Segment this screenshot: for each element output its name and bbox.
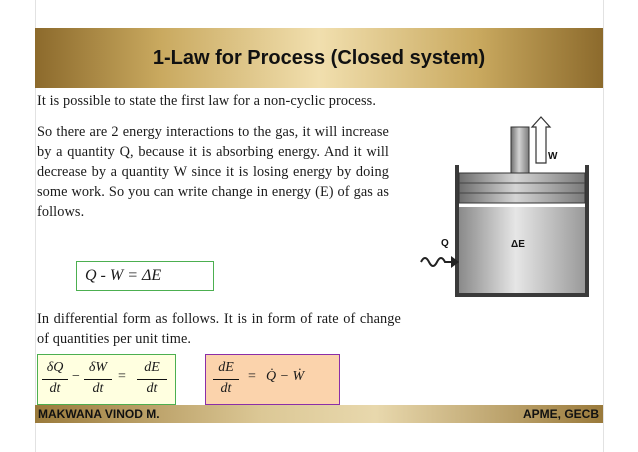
frac1-numerator: δQ xyxy=(46,360,64,375)
piston-head xyxy=(459,173,585,203)
rate-denominator: dt xyxy=(220,381,232,396)
frac3-numerator: dE xyxy=(144,360,160,375)
frac2-bar xyxy=(84,379,112,380)
differential-equation-box xyxy=(37,354,176,405)
piston-cylinder-diagram xyxy=(411,115,600,306)
piston-rod xyxy=(511,127,529,173)
equals-sign: = xyxy=(118,369,126,384)
frac2-denominator: dt xyxy=(92,381,104,396)
cylinder-gas-region xyxy=(459,207,585,293)
paragraph-energy-interactions: So there are 2 energy interactions to the gas, it will increase by a quantity Q, because it is absorbing energy. And it will decrease by a quantity W since it is losing energy by doing some work. So you can write change in energy (E) of gas as follows. xyxy=(37,124,389,220)
heat-arrow xyxy=(421,258,451,266)
rate-bar xyxy=(213,379,239,380)
frac3-denominator: dt xyxy=(146,381,158,396)
frac2-numerator: δW xyxy=(88,360,108,375)
title-bar xyxy=(35,28,603,88)
minus-sign: − xyxy=(72,369,80,384)
footer-affiliation: APME, GECB xyxy=(522,407,599,421)
paragraph-differential-form: In differential form as follows. It is in form of rate of change of quantities per unit time. xyxy=(37,311,401,347)
first-law-equation-text: Q - W = ΔE xyxy=(85,267,162,284)
first-law-equation xyxy=(76,261,214,291)
frac3-bar xyxy=(137,379,167,380)
footer-bar xyxy=(35,405,603,423)
rate-equals-sign: = xyxy=(248,369,256,384)
slide-title: 1-Law for Process (Closed system) xyxy=(152,46,486,69)
rate-numerator: dE xyxy=(218,360,234,375)
footer-author: MAKWANA VINOD M. xyxy=(38,407,160,421)
energy-change-label: ΔE xyxy=(511,239,525,250)
rate-equation-box xyxy=(205,354,340,405)
rate-rhs: Q̇ − Ẇ xyxy=(266,369,305,384)
work-label: W xyxy=(548,151,558,162)
heat-label: Q xyxy=(441,238,449,249)
guide-line-right xyxy=(603,0,604,452)
intro-text: It is possible to state the first law for a non-cyclic process. xyxy=(37,93,377,109)
frac1-bar xyxy=(42,379,68,380)
frac1-denominator: dt xyxy=(49,381,61,396)
